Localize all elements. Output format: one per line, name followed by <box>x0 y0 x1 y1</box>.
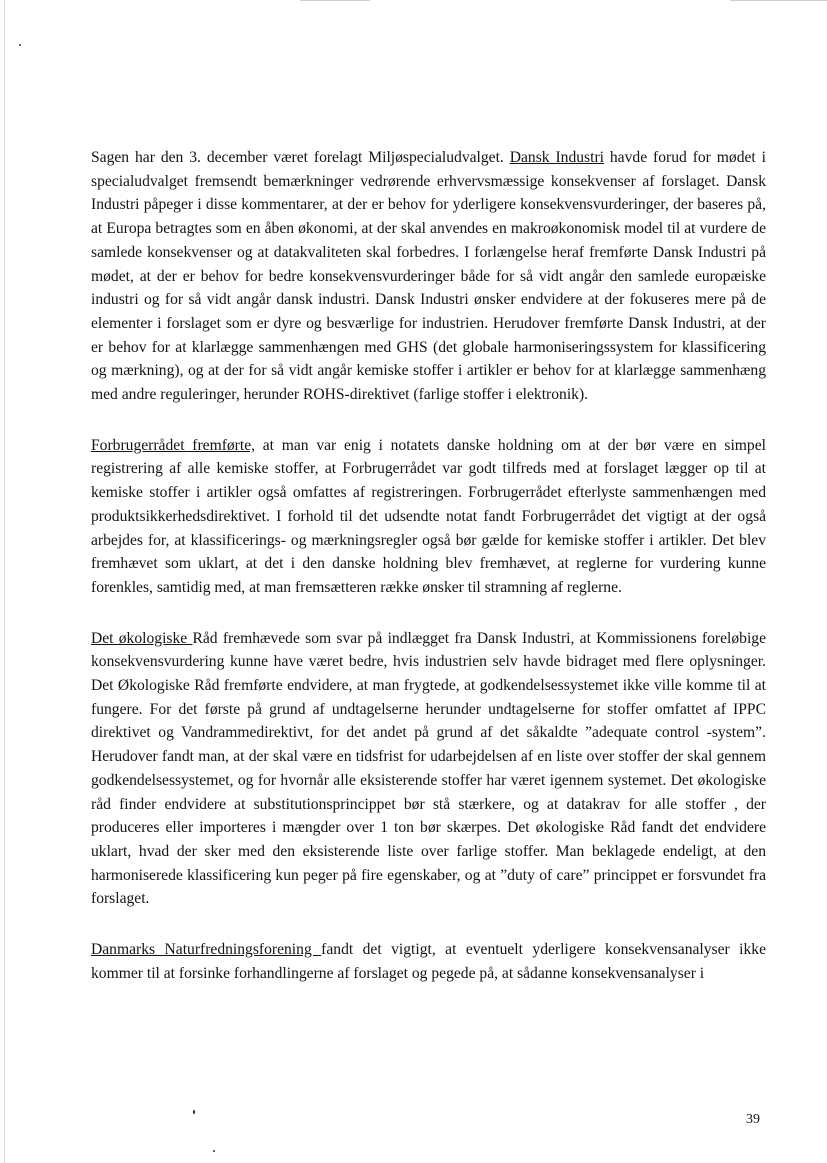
paragraph-text: Sagen har den 3. december været forelagt Miljøspecialudvalget. <box>91 149 510 166</box>
paragraph-det-oekologiske-raad <box>91 627 766 911</box>
body-text <box>91 146 766 986</box>
paragraph-danmarks-naturfredningsforening <box>91 938 766 985</box>
paragraph-dansk-industri <box>91 146 766 407</box>
paragraph-forbrugerraadet <box>91 434 766 600</box>
scan-edge-top-mark <box>300 0 370 1</box>
paragraph-text: at man var enig i notatets danske holdning om at der bør være en simpel registrering af alle kemiske stoffer, at Forbrugerrådet var godt tilfreds med at forslaget lægger op til at kemiske stoffer i artikler også omfattes af registreringen. Forbrugerrådet efterlyste sammenhængen med produktsikkerhedsdirektivet. I forhold til det udsendte notat fandt Forbrugerrådet det vigtigt at der også arbejdes for, at klassificerings- og mærkningsregler også bør gælde for kemiske stoffer i artikler. Det blev fremhævet som uklart, at det i den danske holdning blev fremhævet, at reglerne for vurdering kunne forenkles, samtidig med, at man fremsætteren række ønsker til stramning af reglerne. <box>91 436 766 596</box>
scan-speck <box>193 1110 195 1114</box>
scan-edge-left <box>4 0 5 1163</box>
organization-name-forbrugerraadet: Forbrugerrådet fremførte, <box>91 436 256 454</box>
scan-edge-top-mark <box>730 0 827 1</box>
scan-speck <box>19 44 21 46</box>
paragraph-text: havde forud for mødet i specialudvalget fremsendt bemærkninger vedrørende erhvervsmæssige konsekvenser af forslaget. Dansk Industri påpeger i disse kommentarer, at der er behov for yderligere konsekvensvurderinger, der baseres på, at Europa betragtes som en åben økonomi, at der skal anvendes en makroøkonomisk model til at vurdere de samlede konsekvenser og at datakvaliteten skal forbedres. I forlængelse heraf fremførte Dansk Industri på mødet, at der er behov for bedre konsekvensvurderinger både for så vidt angår den samlede europæiske industri og for så vidt angår dansk industri. Dansk Industri ønsker endvidere at der fokuseres mere på de elementer i forslaget som er dyre og besværlige for industrien. Herudover fremførte Dansk Industri, at der er behov for at klarlægge sammenhængen med GHS (det globale harmoniseringssystem for klassificering og mærkning), og at der for så vidt angår kemiske stoffer i artikler er behov for at klarlægge sammenhæng med andre reguleringer, herunder ROHS-direktivet (farlige stoffer i elektronik). <box>91 149 766 404</box>
paragraph-text: Råd fremhævede som svar på indlægget fra Dansk Industri, at Kommissionens foreløbige konsekvensvurdering kunne have været bedre, hvis industrien selv havde bidraget med flere oplysninger. Det Økologiske Råd fremførte endvidere, at man frygtede, at godkendelsessystemet ikke ville komme til at fungere. For det første på grund af undtagelserne herunder undtagelserne for stoffer omfattet af IPPC direktivet og Vandrammedirektivt, for det andet på grund af det såkaldte ”adequate control -system”. Herudover fandt man, at der skal være en tidsfrist for udarbejdelsen af en liste over stoffer der skal gennem godkendelsessystemet, og for hvornår alle eksisterende stoffer har været igennem systemet. Det økologiske råd finder endvidere at substitutionsprincippet bør stå stærkere, og at datakrav for alle stoffer , der produceres eller importeres i mængder over 1 ton bør skærpes. Det økologiske Råd fandt det endvidere uklart, hvad der sker med den eksisterende liste over farlige stoffer. Man beklagede endeligt, at den harmoniserede klassificering kun peger på fire egenskaber, og at ”duty of care” princippet er forsvundet fra forslaget. <box>91 629 766 908</box>
organization-name-dansk-industri: Dansk Industri <box>509 149 604 166</box>
scan-speck <box>213 1150 215 1152</box>
page-number: 39 <box>746 1112 760 1127</box>
paragraph-text: fandt det vigtigt, at eventuelt yderligere konsekvensanalyser ikke kommer til at forsinke forhandlingerne af forslaget og pegede på, at sådanne konsekvensanalyser i <box>91 941 766 982</box>
organization-name-det-oekologiske-raad: Det økologiske <box>91 629 193 647</box>
organization-name-danmarks-naturfredningsforening: Danmarks Naturfredningsforening <box>91 941 322 959</box>
